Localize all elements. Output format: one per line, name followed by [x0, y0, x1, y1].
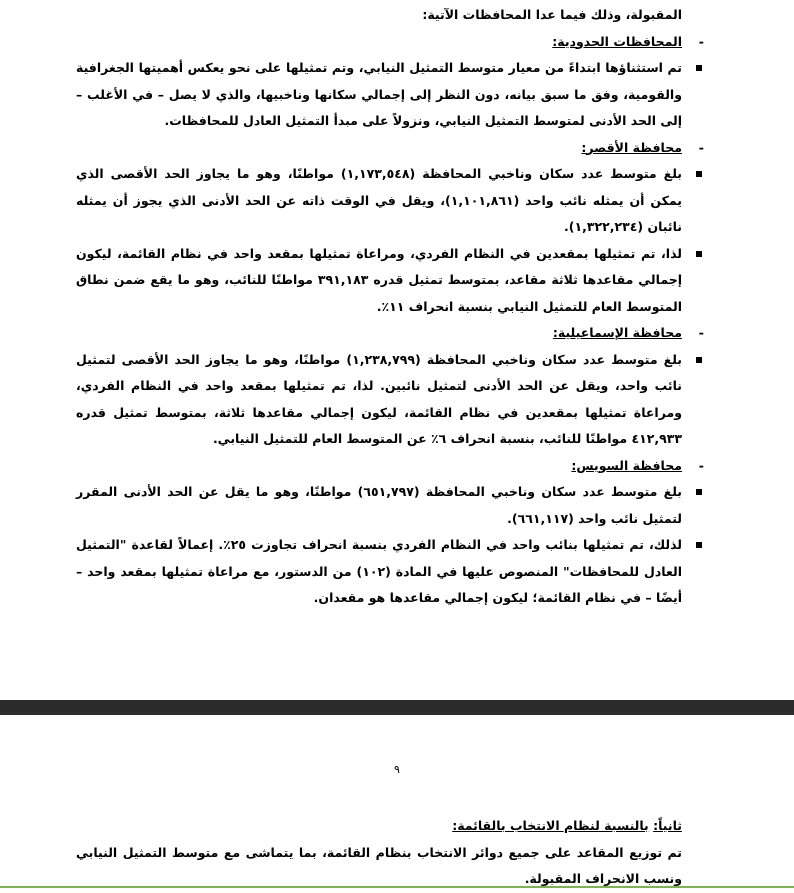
bullet-list — [76, 479, 682, 612]
square-bullet-icon — [696, 171, 702, 177]
square-bullet-icon — [696, 65, 702, 71]
page-number: ٩ — [394, 763, 400, 776]
bullet-list — [76, 55, 682, 135]
bullet-item: لذا، تم تمثيلها بمقعدين في النظام الفردي، ومراعاة تمثيلها بمقعد واحد في نظام القائمة، ليكون إجمالي مقاعدها ثلاثة مقاعد، بمتوسط تمثيل قدره ٣٩١,١٨٣ مواطنًا للنائب، وهو ما يقع ضمن نطاق المتوسط العام للتمثيل النيابي بنسبة انحراف ١١٪. — [76, 241, 682, 321]
bullet-item: بلغ متوسط عدد سكان وناخبي المحافظة (١,١٧٣,٥٤٨) مواطنًا، وهو ما يجاوز الحد الأقصى الذي يمكن أن يمثله نائب واحد (١,١٠١,٨٦١)، ويقل في الوقت ذاته عن الحد الأدنى الذي يجوز أن يمثله نائبان (١,٣٢٢,٢٣٤). — [76, 161, 682, 241]
square-bullet-icon — [696, 489, 702, 495]
heading-ordinal: ثانياً: — [653, 818, 682, 833]
bullet-list — [76, 161, 682, 320]
section-heading-ismailia — [76, 320, 714, 347]
page-separator — [0, 700, 794, 715]
document-page-2 — [0, 715, 794, 891]
bullet-list — [76, 347, 682, 453]
page-2-content — [76, 813, 682, 893]
heading-dash: - — [698, 33, 704, 49]
heading-text: محافظة الإسماعيلية: — [552, 325, 682, 340]
heading-dash: - — [698, 457, 704, 473]
paragraph: تم توزيع المقاعد على جميع دوائر الانتخاب بنظام القائمة، بما يتماشى مع متوسط التمثيل النيابي ونسب الانحراف المقبولة. — [76, 844, 682, 886]
square-bullet-icon — [696, 251, 702, 257]
section-heading-border-governorates — [76, 29, 714, 56]
page-1-content — [76, 2, 704, 612]
bullet-item: تم استثناؤها ابتداءً من معيار متوسط التمثيل النيابي، وتم تمثيلها على نحو يعكس أهميتها الجغرافية والقومية، وفق ما سبق بيانه، دون النظر إلى إجمالي سكانها وناخبيها، والذي لا يصل – في الأغلب – إلى الحد الأدنى لمتوسط التمثيل النيابي، ونزولاً على مبدأ التمثيل العادل للمحافظات. — [76, 55, 682, 135]
heading-text: بالنسبة لنظام الانتخاب بالقائمة: — [452, 818, 649, 833]
heading-text: محافظة الأقصر: — [581, 139, 682, 155]
section-heading-list-system — [76, 813, 682, 840]
square-bullet-icon — [696, 542, 702, 548]
heading-text: المحافظات الحدودية: — [552, 33, 682, 49]
bullet-item: بلغ متوسط عدد سكان وناخبي المحافظة (٦٥١,٧٩٧) مواطنًا، وهو ما يقل عن الحد الأدنى المقرر لتمثيل نائب واحد (٦٦١,١١٧). — [76, 479, 682, 532]
section-heading-suez — [76, 453, 714, 480]
heading-text: محافظة السويس: — [571, 457, 682, 473]
section-heading-luxor — [76, 135, 714, 162]
bullet-item: لذلك، تم تمثيلها بنائب واحد في النظام الفردي بنسبة انحراف تجاوزت ٢٥٪. إعمالاً لقاعدة "التمثيل العادل للمحافظات" المنصوص عليها في المادة (١٠٢) من الدستور، مع مراعاة تمثيلها بمقعد واحد – أيضًا – في نظام القائمة؛ ليكون إجمالي مقاعدها هو مقعدان. — [76, 532, 682, 612]
bullet-item: بلغ متوسط عدد سكان وناخبي المحافظة (١,٢٣٨,٧٩٩) مواطنًا، وهو ما يجاوز الحد الأقصى لتمثيل نائب واحد، ويقل عن الحد الأدنى لتمثيل نائبين. لذا، تم تمثيلها بمقعد واحد في النظام الفردي، ومراعاة تمثيلها بمقعدين في نظام القائمة، ليكون إجمالي مقاعدها ثلاثة، بمتوسط تمثيل قدره ٤١٢,٩٣٣ مواطنًا للنائب، بنسبة انحراف ٦٪ عن المتوسط العام للتمثيل النيابي. — [76, 347, 682, 453]
heading-dash: - — [698, 325, 704, 340]
intro-line: المقبولة، وذلك فيما عدا المحافظات الآتية: — [422, 7, 682, 22]
heading-dash: - — [698, 139, 704, 155]
page-accent-line — [0, 886, 794, 888]
square-bullet-icon — [696, 357, 702, 363]
